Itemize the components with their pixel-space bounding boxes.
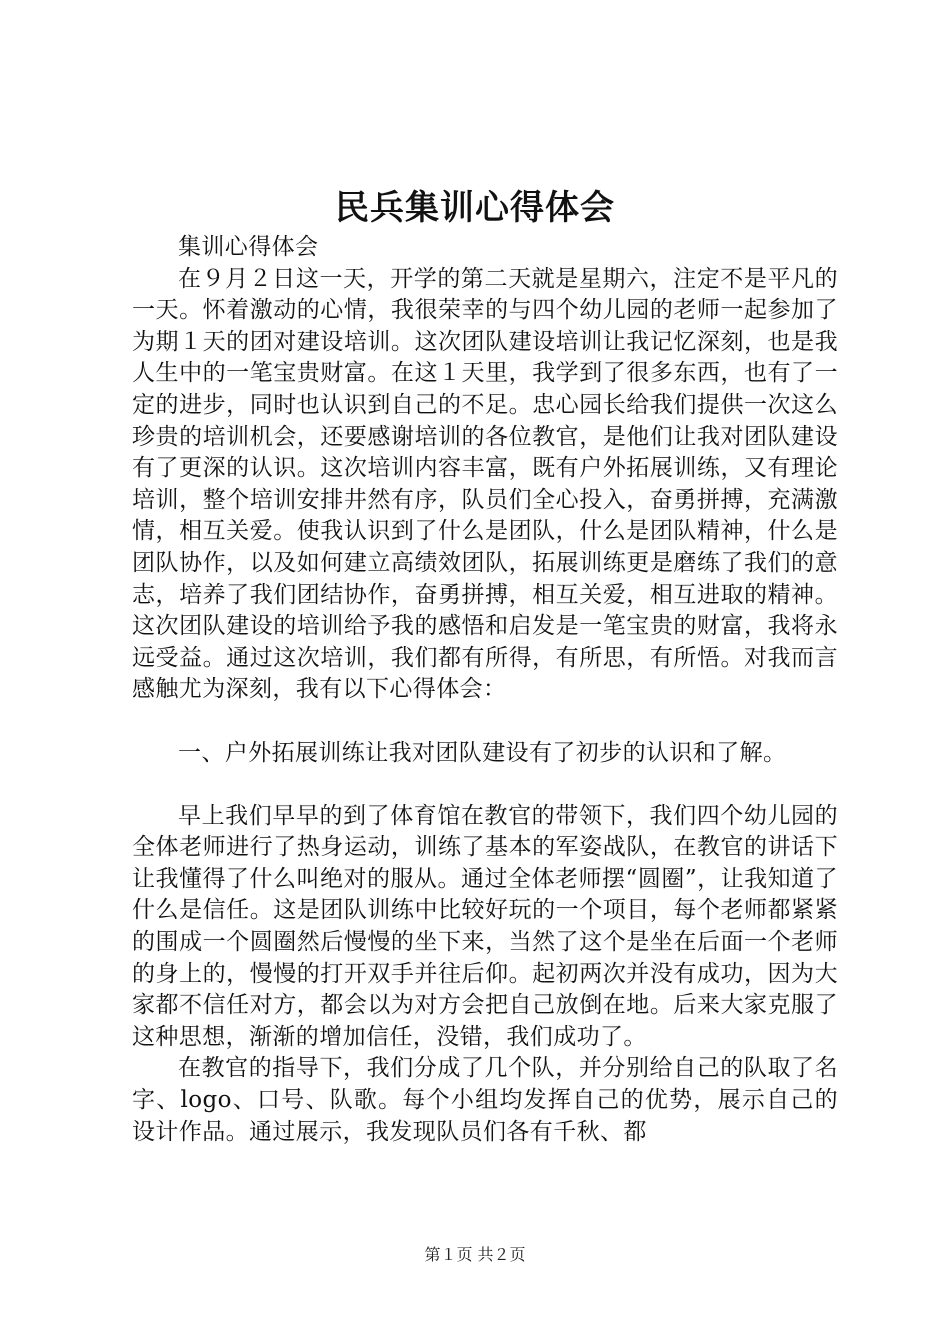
document-body xyxy=(132,232,838,1148)
body-paragraph: 在教官的指导下，我们分成了几个队，并分别给自己的队取了名字、logo、口号、队歌。每个小组均发挥自己的优势，展示自己的设计作品。通过展示，我发现队员们各有千秋、都 xyxy=(132,1055,838,1145)
section-heading: 一、户外拓展训练让我对团队建设有了初步的认识和了解。 xyxy=(178,739,787,766)
document-title: 民兵集训心得体会 xyxy=(335,188,615,228)
intro-paragraph: 在９月２日这一天，开学的第二天就是星期六，注定不是平凡的一天。怀着激动的心情，我很荣幸的与四个幼儿园的老师一起参加了为期１天的团对建设培训。这次团队建设培训让我记忆深刻，也是我人生中的一笔宝贵财富。在这１天里，我学到了很多东西，也有了一定的进步，同时也认识到自己的不足。忠心园长给我们提供一次这么珍贵的培训机会，还要感谢培训的各位教官，是他们让我对团队建设有了更深的认识。这次培训内容丰富，既有户外拓展训练，又有理论培训，整个培训安排井然有序，队员们全心投入，奋勇拼搏，充满激情，相互关爱。使我认识到了什么是团队，什么是团队精神，什么是团队协作，以及如何建立高绩效团队，拓展训练更是磨练了我们的意志，培养了我们团结协作，奋勇拼搏，相互关爱，相互进取的精神。这次团队建设的培训给予我的感悟和启发是一笔宝贵的财富，我将永远受益。通过这次培训，我们都有所得，有所思，有所悟。对我而言感触尤为深刻，我有以下心得体会： xyxy=(132,265,838,703)
subtitle-paragraph: 集训心得体会 xyxy=(178,234,319,260)
body-paragraph: 早上我们早早的到了体育馆在教官的带领下，我们四个幼儿园的全体老师进行了热身运动，训练了基本的军姿战队，在教官的讲话下让我懂得了什么叫绝对的服从。通过全体老师摆“圆圈”，让我知道了什么是信任。这是团队训练中比较好玩的一个项目，每个老师都紧紧的围成一个圆圈然后慢慢的坐下来，当然了这个是坐在后面一个老师的身上的，慢慢的打开双手并往后仰。起初两次并没有成功，因为大家都不信任对方，都会以为对方会把自己放倒在地。后来大家克服了这种思想，渐渐的增加信任，没错，我们成功了。 xyxy=(132,802,838,1050)
page-footer: 第１页 共２页 xyxy=(424,1245,526,1264)
